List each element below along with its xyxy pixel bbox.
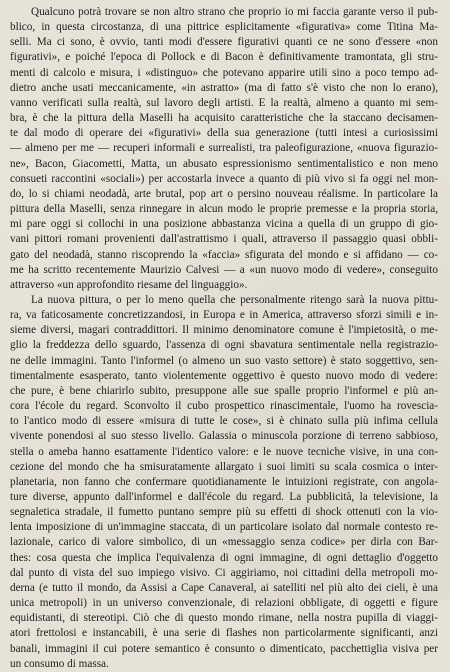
paragraph-line: vani pittori romani provenienti dall'astrattismo i quali, attraverso il passaggio quasi obbli- xyxy=(10,233,438,246)
paragraph-line: attraverso «un approfondito riesame del linguaggio». xyxy=(10,278,248,291)
paragraph-line: cezione del mondo che ha smisuratamente allargato i suoi limiti su scala cosmica o inter- xyxy=(10,460,438,473)
paragraph-line: blico, in questa circostanza, di una pittrice esplicitamente «figurativa» come Titina Ma- xyxy=(10,21,438,34)
paragraph-line: gato del neodadà, stanno riscoprendo la «faccia» sfigurata del mondo e si affidano — co- xyxy=(10,248,438,261)
paragraph-line: to l'antico modo di essere «misura di tutte le cose», si è chinato sulla più infima cellula xyxy=(10,415,438,428)
paragraph-line: do, lo si chiami neodadà, arte brutal, pop art o persino nouveau réalisme. In particolare la xyxy=(10,187,438,200)
paragraph-line: segnaletica stradale, il fumetto puntano sempre più su effetti di shock ottenuti con la vio- xyxy=(10,506,438,519)
paragraph-line: ra, va faticosamente concretizzandosi, in Europa e in America, attraverso sforzi simili e in- xyxy=(10,309,438,322)
paragraph-2 xyxy=(10,293,438,672)
paragraph-line: ture diverse, appunto dall'informel e dall'école du regard. La pubblicità, la televisione, la xyxy=(10,491,438,503)
paragraph-line: vanno verificati sulla realtà, sul lavoro degli artisti. E la realtà, almeno a quanto mi sem- xyxy=(10,96,438,109)
paragraph-line: glio la freddezza dello sguardo, l'assenza di ogni sbavatura sentimentale nella registrazio- xyxy=(10,339,438,352)
paragraph-line: lenta imposizione di un'immagine staccata, di un particolare isolato dal normale contesto re- xyxy=(10,521,438,534)
paragraph-line: thes: cosa questa che implica l'equivalenza di ogni immagine, di ogni dettaglio d'oggetto xyxy=(10,551,438,564)
paragraph-line: atori frettolosi e instancabili, è una serie di flashes non particolarmente significanti, anzi xyxy=(10,627,438,640)
paragraph-line: menti di calcolo e misura, i «distinguo» che potevano apparire utili sino a poco tempo ad- xyxy=(10,66,438,79)
paragraph-line: selli. Ma ci sono, è ovvio, tanti modi d'essere figurativi quanti ce ne sono d'essere «non xyxy=(10,36,438,49)
paragraph-line: pittura della Maselli, senza rinnegare in alcun modo le proprie premesse e la propria storia, xyxy=(10,203,438,216)
paragraph-line: figurativi», e poiché l'epoca di Pollock e di Bacon è definitivamente tramontata, gli stru- xyxy=(10,51,438,64)
paragraph-line: vivente ponendosi al suo stesso livello. Galassia o minuscola porzione di terreno sabbioso, xyxy=(10,430,438,443)
paragraph-line: consueti raccontini «sociali») per accostarla invece a quanto di più vivo si fa oggi nel mon- xyxy=(10,172,438,185)
paragraph-line: che pure, è bene chiarirlo subito, presuppone alle sue spalle proprio l'informel e più an- xyxy=(10,384,438,397)
paragraph-line: te dal modo di operare dei «figurativi» della sua generazione (tutti intesi a curiosissimi xyxy=(10,127,438,140)
paragraph-line: equidistanti, di stereotipi. Ciò che di questo mondo rimane, nella nostra pupilla di viaggi- xyxy=(10,612,438,625)
paragraph-line: planetaria, non fanno che confermare quotidianamente le intuizioni registrate, con angola- xyxy=(10,475,438,488)
paragraph-line: mi pare oggi si collochi in una posizione abbastanza vicina a quella di un gruppo di gio- xyxy=(10,218,438,231)
paragraph-line: bra, è che la pittura della Maselli ha acquisito caratteristiche che la staccano decisamen- xyxy=(10,112,438,125)
paragraph-line: cora l'école du regard. Sconvolto il cubo prospettico rinascimentale, l'uomo ha rovescia- xyxy=(10,400,438,413)
paragraph-line: unica metropoli) in un universo convenzionale, di relazioni obbligate, di oggetti e figure xyxy=(10,597,438,610)
paragraph-line: me ha scritto recentemente Maurizio Calvesi — a «un nuovo modo di vedere», conseguito xyxy=(10,263,438,276)
paragraph-line: timentalmente esasperato, tanto violentemente oggettivo è questo nuovo modo di vedere: xyxy=(10,369,438,382)
paragraph-line: ne», Bacon, Giacometti, Matta, un abusato espressionismo sentimentalistico e non meno xyxy=(10,157,438,170)
paragraph-line: ne delle immagini. Tanto l'informel (o almeno un suo vasto settore) è stato soggettivo, sen- xyxy=(10,354,438,367)
paragraph-line: — almeno per me — recuperi informali e surrealisti, tra paleofigurazione, «nuova figurazio- xyxy=(10,142,438,155)
paragraph-line: dal punto di vista del suo impiego visivo. Ci aggiriamo, noi cittadini della metropoli mo- xyxy=(10,566,438,579)
paragraph-line: La nuova pittura, o per lo meno quella che personalmente ritengo sarà la nuova pittu- xyxy=(31,293,438,306)
paragraph-line: Qualcuno potrà trovare se non altro strano che proprio io mi faccia garante verso il pub- xyxy=(31,6,438,18)
paragraph-line: dietro anche usati meccanicamente, «in astratto» (ma di fatto s'è visto che non lo erano), xyxy=(10,81,438,94)
article-text xyxy=(10,5,438,672)
paragraph-1 xyxy=(10,5,438,293)
paragraph-line: derna (e tutto il mondo, da Assisi a Cape Canaveral, ai satelliti nel più alto dei cieli, è una xyxy=(10,581,438,594)
paragraph-line: sieme diversi, magari contraddittori. Il minimo denominatore comune è l'impietosità, o me- xyxy=(10,324,438,337)
paragraph-line: stella o ameba hanno esattamente l'identico valore: e le nuove tecniche visive, in una con- xyxy=(10,445,438,458)
paragraph-line: lazionale, carico di valore simbolico, di un «messaggio senza codice» per dirla con Bar- xyxy=(10,536,438,549)
paragraph-line: banali, immagini il cui potere semantico è consunto o dimenticato, pacchettiglia visiva per xyxy=(10,642,438,655)
paragraph-line: un consumo di massa. xyxy=(10,657,109,670)
